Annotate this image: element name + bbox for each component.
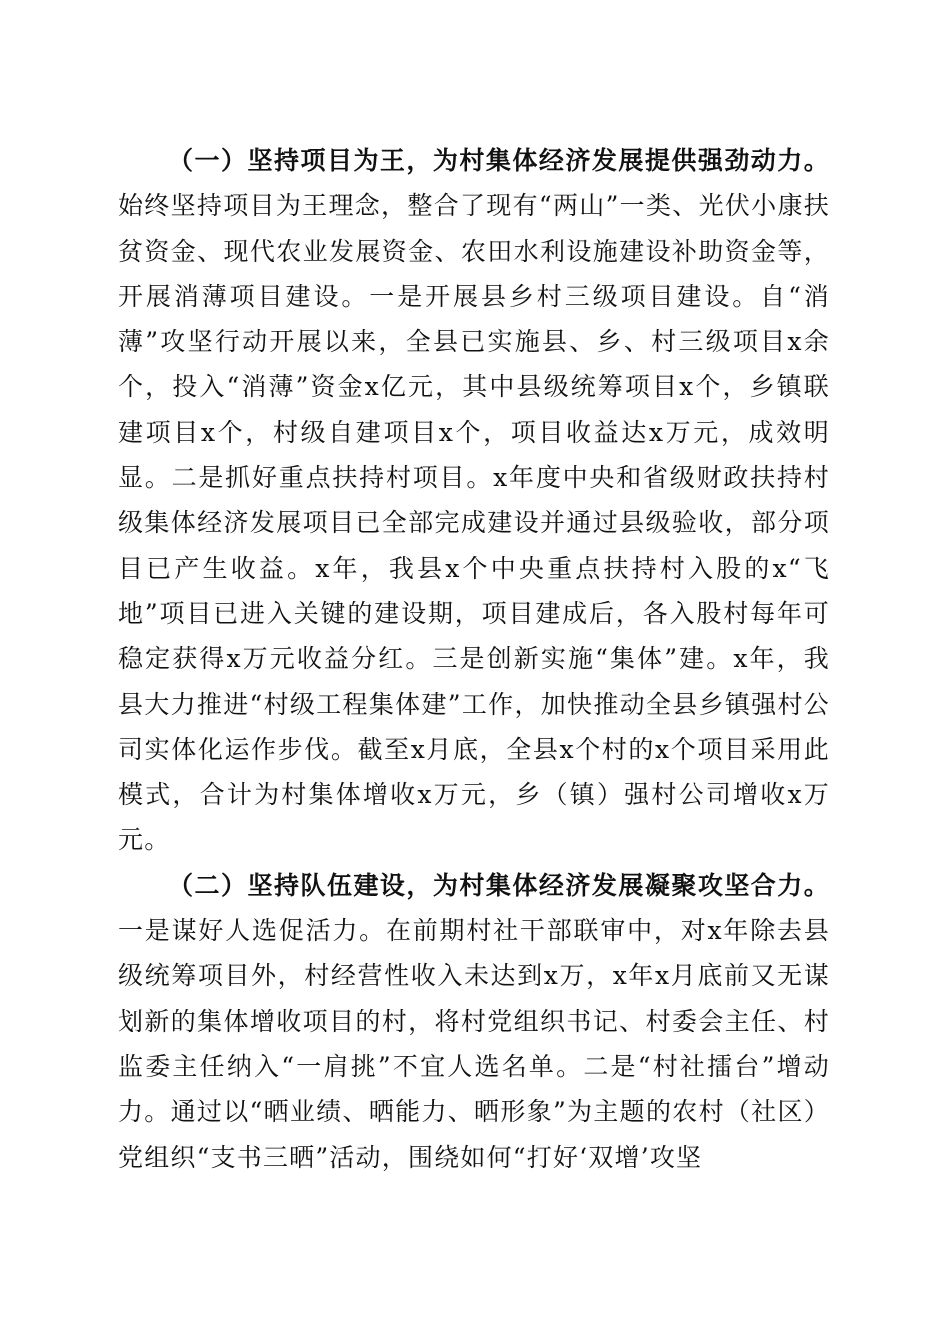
paragraph-1-body: 始终坚持项目为王理念，整合了现有“两山”一类、光伏小康扶贫资金、现代农业发展资金、农田水利设施建设补助资金等，开展消薄项目建设。一是开展县乡村三级项目建设。自“消薄”攻坚行动开展以来，全县已实施县、乡、村三级项目x余个，投入“消薄”资金x亿元，其中县级统筹项目x个，乡镇联建项目x个，村级自建项目x个，项目收益达x万元，成效明显。二是抓好重点扶持村项目。x年度中央和省级财政扶持村级集体经济发展项目已全部完成建设并通过县级验收，部分项目已产生收益。x年，我县x个中央重点扶持村入股的x“飞地”项目已进入关键的建设期，项目建成后，各入股村每年可稳定获得x万元收益分红。三是创新实施“集体”建。x年，我县大力推进“村级工程集体建”工作，加快推动全县乡镇强村公司实体化运作步伐。截至x月底，全县x个村的x个项目采用此模式，合计为村集体增收x万元，乡（镇）强村公司增收x万元。 xyxy=(118,191,830,855)
paragraph-2-heading: （二）坚持队伍建设，为村集体经济发展凝聚攻坚合力。 xyxy=(168,870,830,900)
document-body xyxy=(118,138,830,1180)
paragraph-1-heading: （一）坚持项目为王，为村集体经济发展提供强劲动力。 xyxy=(168,146,830,175)
paragraph-2 xyxy=(118,863,830,1180)
paragraph-2-body: 一是谋好人选促活力。在前期村社干部联审中，对x年除去县级统筹项目外，村经营性收入未达到x万，x年x月底前又无谋划新的集体增收项目的村，将村党组织书记、村委会主任、村监委主任纳入“一肩挑”不宜人选名单。二是“村社擂台”增动力。通过以“晒业绩、晒能力、晒形象”为主题的农村（社区）党组织“支书三晒”活动，围绕如何“打好‘双增’攻坚 xyxy=(118,916,830,1172)
paragraph-1 xyxy=(118,138,830,863)
